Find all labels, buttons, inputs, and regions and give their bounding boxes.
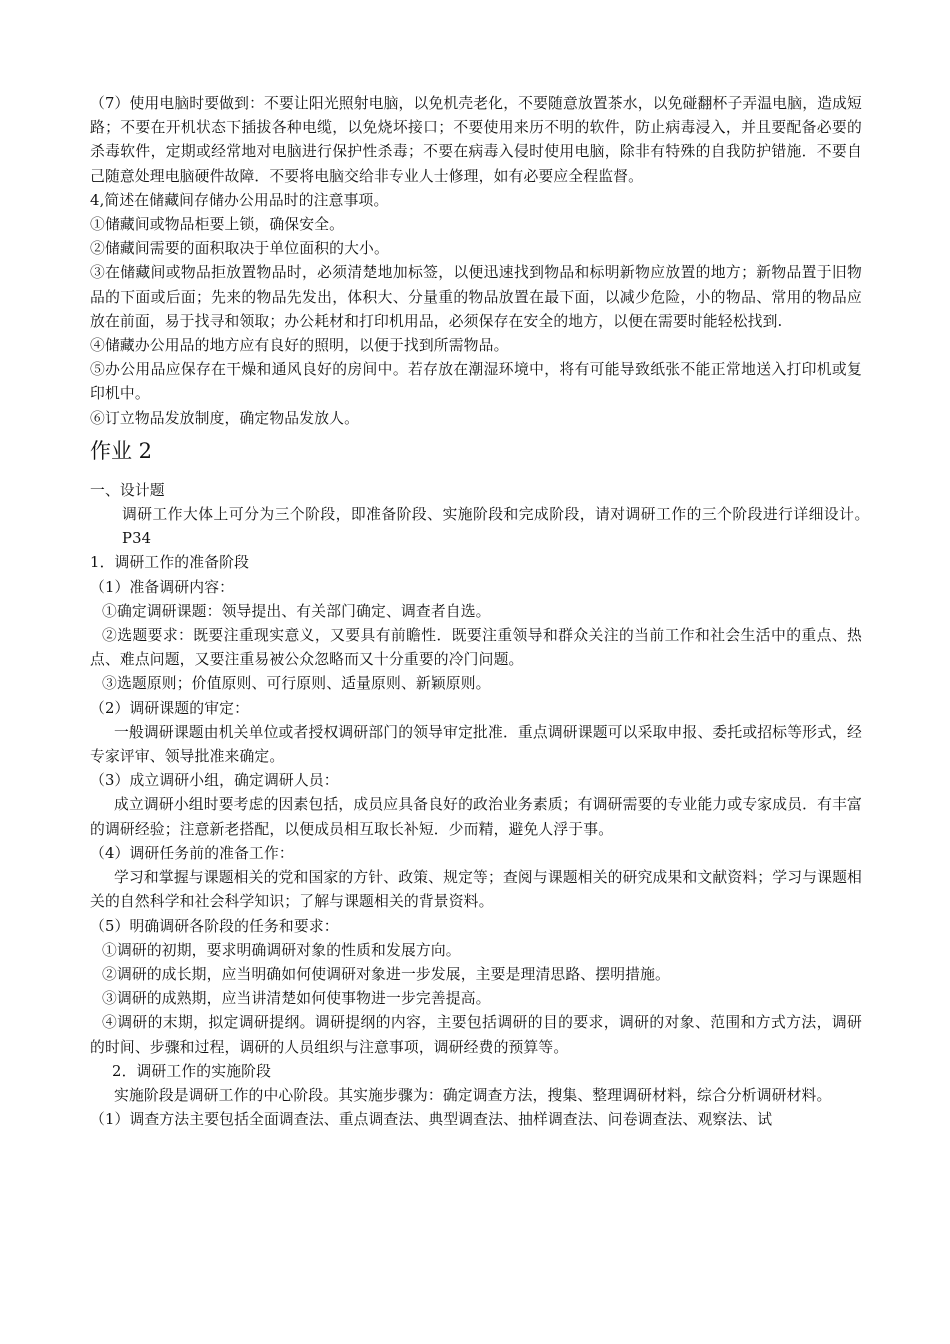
stage-1-item-5: （5）明确调研各阶段的任务和要求： <box>90 917 339 935</box>
stage-1-item-5-a: ①调研的初期，要求明确调研对象的性质和发展方向。 <box>102 941 461 959</box>
answer-item-3: ③在储藏间或物品拒放置物品时，必须清楚地加标签，以便迅速找到物品和标明新物应放置的地方；新物品置于旧物品的下面或后面；先来的物品先发出，体积大、分量重的物品放置在最下面，以减少危险，小的物品、常用的物品应放在前面，易于找寻和领取；办公耗材和打印机用品，必须保存在安全的地方，以便在需要时能轻松找到. <box>90 264 862 330</box>
assignment-2-heading: 作业 2 <box>90 438 153 463</box>
document-page <box>90 92 877 1132</box>
paragraph-item-7: （7）使用电脑时要做到：不要让阳光照射电脑，以免机壳老化，不要随意放置茶水，以免碰翻杯子弄温电脑，造成短路；不要在开机状态下插拔各种电缆，以免烧坏接口；不要使用来历不明的软件，防止病毒浸入，并且要配备必要的杀毒软件，定期或经常地对电脑进行保护性杀毒；不要在病毒入侵时使用电脑，除非有特殊的自我防护错施．不要自己随意处理电脑硬件故障．不要将电脑交给非专业人士修理，如有必要应全程监督。 <box>90 95 862 185</box>
stage-2-text: 实施阶段是调研工作的中心阶段。其实施步骤为：确定调查方法，搜集、整理调研材料，综合分析调研材料。 <box>114 1086 832 1104</box>
stage-1-item-3: （3）成立调研小组，确定调研人员： <box>90 772 339 790</box>
stage-1-item-2-text: 一般调研课题由机关单位或者授权调研部门的领导审定批准．重点调研课题可以采取申报、委托或招标等形式，经专家评审、领导批准来确定。 <box>90 723 862 766</box>
stage-1-item-4-text: 学习和掌握与课题相关的党和国家的方针、政策、规定等；查阅与课题相关的研究成果和文献资料；学习与课题相关的自然科学和社会科学知识；了解与课题相关的背景资料。 <box>90 869 862 911</box>
question-4: 4,简述在储藏间存储办公用品时的注意事项。 <box>90 191 389 209</box>
stage-1-item-1-b: ②选题要求：既要注重现实意义，又要具有前瞻性．既要注重领导和群众关注的当前工作和社会生活中的重点、热点、难点问题，又要注重易被公众忽略而又十分重要的冷门问题。 <box>90 627 862 669</box>
stage-2-item-1: （1）调查方法主要包括全面调查法、重点调查法、典型调查法、抽样调查法、问卷调查法、观察法、试 <box>90 1111 773 1129</box>
stage-1-item-1-c: ③选题原则；价值原则、可行原则、适量原则、新颖原则。 <box>102 675 491 693</box>
stage-1-item-2: （2）调研课题的审定： <box>90 699 250 717</box>
answer-item-5: ⑤办公用品应保存在干燥和通风良好的房间中。若存放在潮湿环境中，将有可能导致纸张不能正常地送入打印机或复印机中。 <box>90 361 862 403</box>
answer-item-6: ⑥订立物品发放制度，确定物品发放人。 <box>90 409 360 427</box>
stage-1-item-1-a: ①确定调研课题：领导提出、有关部门确定、调查者自选。 <box>102 602 491 620</box>
answer-item-2: ②储藏间需要的面积取决于单位面积的大小。 <box>90 240 389 258</box>
part-1-title: 一、设计题 <box>90 481 165 499</box>
design-question: 调研工作大体上可分为三个阶段，即准备阶段、实施阶段和完成阶段，请对调研工作的三个阶段进行详细设计。 P34 <box>122 506 877 548</box>
stage-1-item-3-text: 成立调研小组时要考虑的因素包括，成员应具备良好的政治业务素质；有调研需要的专业能力或专家成员．有丰富的调研经验；注意新老搭配，以便成员相互取长补短．少而精，避免人浮于事。 <box>90 796 862 838</box>
stage-1-item-4: （4）调研任务前的准备工作： <box>90 844 294 862</box>
answer-item-4: ④储藏办公用品的地方应有良好的照明，以便于找到所需物品。 <box>90 337 509 355</box>
answer-item-1: ①储藏间或物品柜要上锁，确保安全。 <box>90 216 345 234</box>
stage-1-item-5-c: ③调研的成熟期，应当讲清楚如何使事物进一步完善提高。 <box>102 990 491 1008</box>
stage-1-item-5-d: ④调研的末期，拟定调研提纲。调研提纲的内容，主要包括调研的目的要求，调研的对象、范围和方式方法，调研的时间、步骤和过程，调研的人员组织与注意事项，调研经费的预算等。 <box>90 1014 862 1056</box>
stage-1-item-1: （1）准备调研内容： <box>90 578 235 596</box>
stage-1-item-5-b: ②调研的成长期，应当明确如何使调研对象进一步发展，主要是理清思路、摆明措施。 <box>102 965 670 983</box>
stage-1-title: 1．调研工作的准备阶段 <box>90 554 250 572</box>
stage-2-title: 2．调研工作的实施阶段 <box>112 1062 272 1080</box>
